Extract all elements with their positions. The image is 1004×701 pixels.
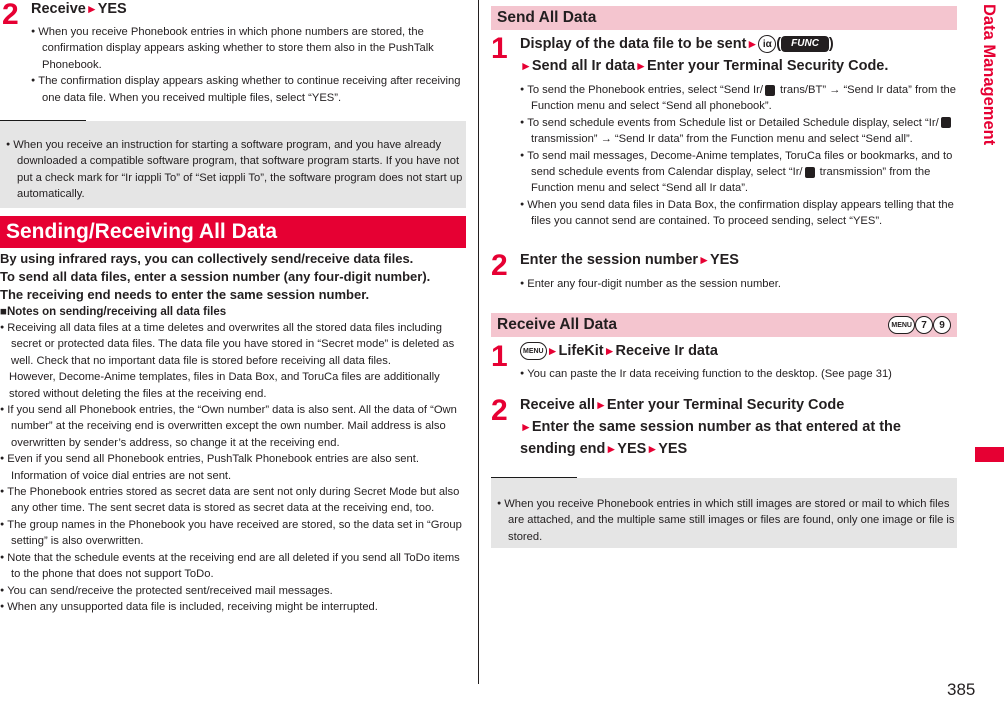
step-title (31, 0, 127, 20)
ir-icon (765, 85, 775, 96)
intro-text (0, 250, 470, 304)
information-box (491, 478, 957, 548)
receive-all-title: Receive All Data (497, 316, 618, 333)
bullet: ● The group names in the Phonebook you have received are stored, so the data set in “Group setting” is also overwritten. (0, 517, 466, 550)
bullet: ● Even if you send all Phonebook entries, PushTalk Phonebook entries are also sent. Information of voice dial entries are not sent. (0, 451, 466, 484)
arrow-icon: ► (520, 59, 532, 73)
key-7-icon: 7 (915, 316, 933, 334)
side-tab (971, 0, 1004, 462)
bullet: ● Receiving all data files at a time deletes and overwrites all the stored data files including secret or protected data files. The data file you have stored in “Secret mode” is deleted as well. Check that no important data file is stored before receiving all data files. (0, 320, 466, 369)
shortcut-keys (888, 313, 951, 337)
bullet: ● Note that the schedule events at the receiving end are all deleted if you send all ToDo items to the phone that does not support ToDo. (0, 550, 466, 583)
bullet: ● To send the Phonebook entries, select “Send Ir/ trans/BT” → “Send Ir data” from the Function menu and select “Send all phonebook”. (520, 82, 956, 115)
step-title: Receive all►Enter your Terminal Security Code ►Enter the same session number as that entered at the sending end►YES►YES (520, 397, 901, 457)
bullet: ● If you send all Phonebook entries, the “Own number” data is also sent. All the data of “Own number” at the receiving end is overwritten except the own number. Mail address is also overwritten by sender’s address, so change it at the receiving end. (0, 402, 466, 451)
bullet-continuation: However, Decome-Anime templates, files in Data Box, and ToruCa files are additionally stored without deleting the files at the receiving end. (9, 371, 440, 400)
arrow-icon: ► (546, 344, 559, 358)
information-text: ● When you receive Phonebook entries in which still images are stored or mail to which files are attached, and the multiple same still images or files are found, only one image or file is stored. (497, 496, 960, 545)
iappli-icon: iα (135, 171, 145, 184)
step-title: MENU ►LifeKit►Receive Ir data (520, 340, 718, 362)
arrow-icon: ► (646, 442, 659, 456)
key-9-icon: 9 (933, 316, 951, 334)
send-all-bullets (520, 82, 956, 230)
bullet: ● The Phonebook entries stored as secret data are sent not only during Secret Mode but also any other time. The sent secret data is stored as secret data at the receiving end, too. (0, 484, 466, 517)
bullet: ● When any unsupported data file is included, receiving might be interrupted. (0, 599, 466, 615)
column-divider (478, 0, 479, 684)
bullet: ● To send mail messages, Decome-Anime templates, ToruCa files or bookmarks, and to send schedule events from Calendar display, select “Ir/ transmission” from the Function menu and select “Send all Ir data”. (520, 148, 956, 197)
information-box (0, 121, 466, 208)
intro-line: To send all data files, enter a session number (any four-digit number). (0, 269, 431, 284)
ir-icon (805, 167, 815, 178)
step-bullets (520, 276, 956, 292)
menu-key-icon: MENU (520, 342, 547, 360)
page-number: 385 (947, 680, 976, 699)
step-number: 2 (491, 249, 508, 282)
side-tab-label: Data Management (980, 4, 998, 146)
step-title: Display of the data file to be sent► iα ( FUNC ) ►Send all Ir data►Enter your Terminal Security Code. (520, 36, 889, 74)
bullet: ● To send schedule events from Schedule list or Detailed Schedule display, select “Ir/ transmission” → “Send Ir data” from the Function menu and select “Send all”. (520, 115, 956, 148)
bullet: ● Enter any four-digit number as the session number. (520, 276, 956, 292)
step-title: Enter the session number►YES (520, 252, 739, 268)
bullet: ● When you receive Phonebook entries in which phone numbers are stored, the confirmation display appears asking whether to store them also in the PushTalk Phonebook. (31, 24, 463, 73)
func-key-icon: FUNC (781, 36, 829, 52)
arrow-icon: ► (635, 59, 647, 73)
intro-line: The receiving end needs to enter the same session number. (0, 287, 370, 302)
arrow-icon: ► (746, 37, 759, 51)
notes-title: ■Notes on sending/receiving all data files (0, 306, 227, 318)
send-all-bar: Send All Data (491, 6, 957, 30)
step-number: 1 (491, 32, 508, 65)
arrow-icon: ► (520, 420, 532, 434)
arrow-icon: ► (594, 398, 607, 412)
arrow-icon: ► (85, 2, 98, 16)
step-number: 2 (2, 0, 19, 31)
i-mode-key-icon: iα (758, 35, 776, 53)
step-number: 1 (491, 340, 508, 373)
bullet: ● The confirmation display appears asking whether to continue receiving after receiving one data file. When you received multiple files, select “YES”. (31, 73, 463, 106)
arrow-icon: ► (605, 442, 618, 456)
step-number: 2 (491, 394, 508, 427)
ir-icon (941, 117, 951, 128)
information-text: ● When you receive an instruction for starting a software program, and you have already downloaded a compatible software program, that software program starts. If you have not put a check mark for “Ir iαppli To” of “Set iαppli To”, the software program does not start up automatically. (6, 137, 467, 203)
square-icon: ■ (0, 306, 7, 318)
menu-key-icon: MENU (888, 316, 915, 334)
step-text: Receive (31, 1, 86, 17)
step-text: YES (97, 1, 127, 17)
iappli-icon: iα (219, 171, 229, 184)
arrow-icon: ► (603, 344, 616, 358)
arrow-icon: ► (698, 253, 710, 267)
side-tab-marker (975, 447, 1004, 462)
bullet: ● When you send data files in Data Box, the confirmation display appears telling that the files you cannot send are contained. To proceed sending, select “YES”. (520, 197, 956, 230)
notes-list (0, 320, 466, 615)
receive-all-bar (491, 313, 957, 337)
bullet: ● You can paste the Ir data receiving function to the desktop. (See page 31) (520, 366, 956, 382)
step-bullets (520, 366, 956, 382)
step-bullets (31, 24, 463, 106)
intro-line: By using infrared rays, you can collectively send/receive data files. (0, 251, 414, 266)
section-title: Sending/Receiving All Data (0, 216, 466, 248)
bullet: ● You can send/receive the protected sent/received mail messages. (0, 583, 466, 599)
